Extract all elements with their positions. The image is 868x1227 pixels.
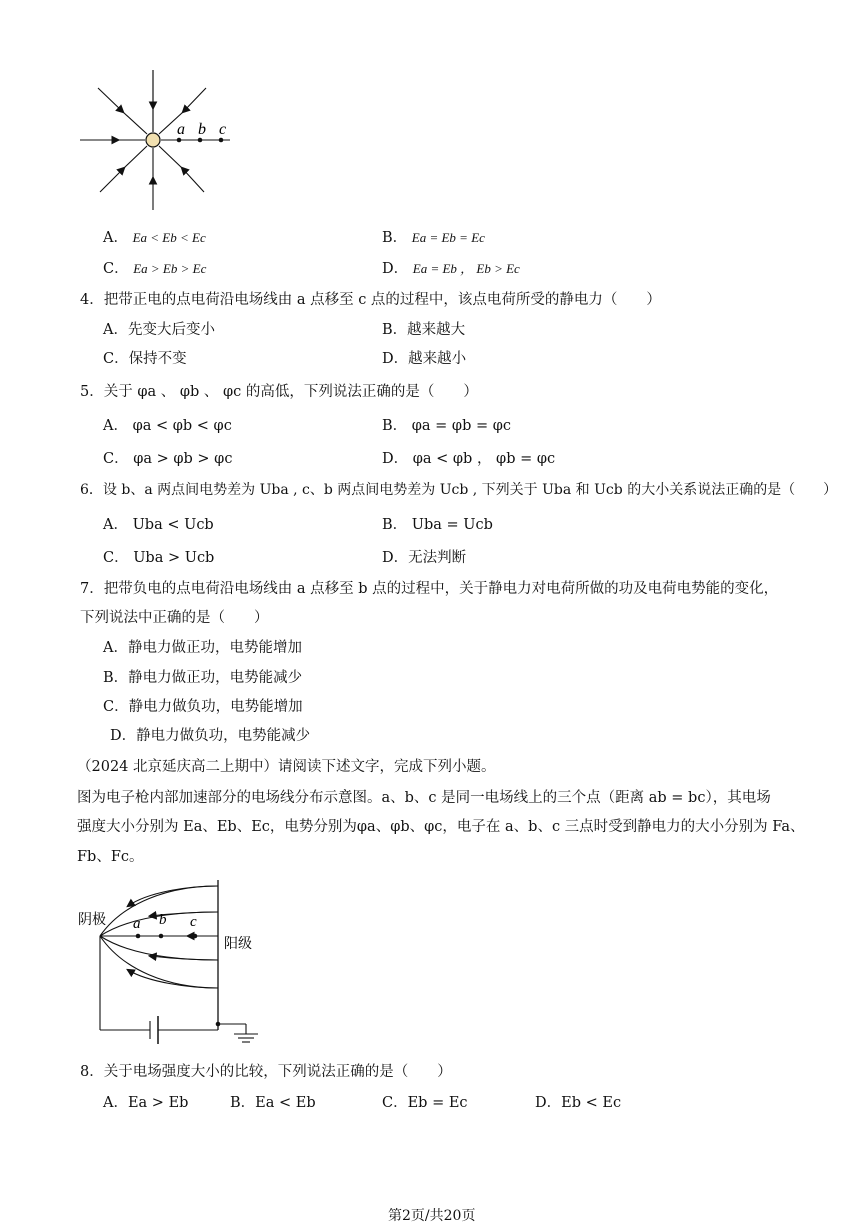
q3-option-a-math: Ea < Eb < Ec: [132, 230, 206, 245]
passage-source: （2024 北京延庆高二上期中）请阅读下述文字，完成下列小题。: [77, 759, 496, 775]
q5-option-a[interactable]: A． φa < φb < φc: [103, 418, 232, 434]
q7-option-b[interactable]: B．静电力做正功，电势能减少: [103, 670, 303, 686]
passage-line-2: 强度大小分别为 Ea、Eb、Ec，电势分别为φa、φb、φc，电子在 a、b、c 三点时受到静电力的大小分别为 Fa、: [77, 819, 805, 835]
q3-option-c[interactable]: [103, 257, 206, 278]
cathode-label: 阴极: [78, 912, 106, 928]
q6-option-d[interactable]: D．无法判断: [382, 550, 467, 566]
q5-option-d[interactable]: D． φa < φb ， φb = φc: [382, 451, 556, 467]
point-charge-field-figure: [78, 68, 238, 218]
q3-option-c-letter: C．: [103, 261, 129, 277]
point-c-label: c: [219, 121, 227, 138]
q3-option-d[interactable]: [382, 257, 520, 278]
q8-option-c[interactable]: C．Eb = Ec: [382, 1095, 468, 1111]
gun-point-b-label: b: [159, 912, 167, 928]
q6-stem: 6．设 b、a 两点间电势差为 Uba , c、b 两点间电势差为 Ucb , 下列关于 Uba 和 Ucb 的大小关系说法正确的是（ ）: [80, 482, 838, 498]
q5-option-c[interactable]: C． φa > φb > φc: [103, 451, 233, 467]
page-number: 第2页/共20页: [388, 1208, 476, 1224]
point-a-label: a: [177, 121, 185, 138]
gun-point-a-label: a: [133, 916, 141, 932]
point-b-label: b: [198, 121, 206, 138]
q4-option-d[interactable]: D．越来越小: [382, 351, 467, 367]
q3-option-d-math: Ea = Eb ， Eb > Ec: [412, 261, 520, 276]
q7-stem-line2: 下列说法中正确的是（ ）: [80, 610, 269, 626]
q7-option-a[interactable]: A．静电力做正功，电势能增加: [103, 640, 302, 656]
q7-stem-line1: 7．把带负电的点电荷沿电场线由 a 点移至 b 点的过程中，关于静电力对电荷所做的功及电荷电势能的变化，: [80, 581, 779, 597]
q4-option-b[interactable]: B．越来越大: [382, 322, 466, 338]
q7-option-d[interactable]: D．静电力做负功，电势能减少: [110, 728, 311, 744]
q3-option-a[interactable]: [103, 226, 206, 247]
q5-option-b[interactable]: B． φa = φb = φc: [382, 418, 512, 434]
q8-option-d[interactable]: D．Eb < Ec: [535, 1095, 622, 1111]
q5-stem: 5．关于 φa 、 φb 、 φc 的高低，下列说法正确的是（ ）: [80, 384, 478, 400]
electron-gun-field-figure: [78, 878, 268, 1048]
passage-line-1: 图为电子枪内部加速部分的电场线分布示意图。a、b、c 是同一电场线上的三个点（距离 ab = bc），其电场: [77, 790, 771, 806]
gun-point-c-label: c: [190, 914, 197, 930]
q6-option-b[interactable]: B． Uba = Ucb: [382, 517, 493, 533]
q7-option-c[interactable]: C．静电力做负功，电势能增加: [103, 699, 303, 715]
q3-option-d-letter: D．: [382, 261, 409, 277]
q8-option-a[interactable]: A．Ea > Eb: [103, 1095, 189, 1111]
q3-option-b[interactable]: [382, 226, 485, 247]
q6-option-a[interactable]: A． Uba < Ucb: [103, 517, 214, 533]
q3-option-c-math: Ea > Eb > Ec: [133, 261, 207, 276]
q3-option-b-math: Ea = Eb = Ec: [411, 230, 485, 245]
q8-stem: 8．关于电场强度大小的比较，下列说法正确的是（ ）: [80, 1064, 452, 1080]
q3-option-b-letter: B．: [382, 230, 408, 246]
q3-option-a-letter: A．: [103, 230, 128, 246]
q6-option-c[interactable]: C． Uba > Ucb: [103, 550, 215, 566]
anode-label: 阳级: [224, 936, 252, 952]
q4-stem: 4．把带正电的点电荷沿电场线由 a 点移至 c 点的过程中，该点电荷所受的静电力（ ）: [80, 292, 661, 308]
q4-option-a[interactable]: A．先变大后变小: [103, 322, 215, 338]
q8-option-b[interactable]: B．Ea < Eb: [230, 1095, 316, 1111]
passage-line-3: Fb、Fc。: [77, 849, 144, 865]
q4-option-c[interactable]: C．保持不变: [103, 351, 187, 367]
